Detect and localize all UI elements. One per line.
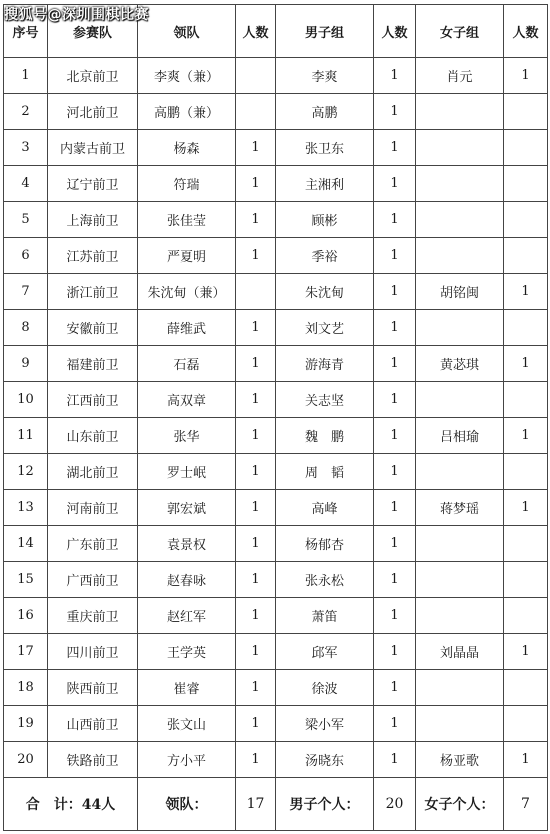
female-count <box>504 706 548 742</box>
table-row <box>4 706 548 742</box>
row-number: 6 <box>4 238 48 274</box>
leader-name: 张佳莹 <box>138 202 236 238</box>
leader-count: 1 <box>236 706 276 742</box>
female-player <box>416 310 504 346</box>
male-player: 邱军 <box>276 634 374 670</box>
female-count <box>504 670 548 706</box>
male-count: 1 <box>374 58 416 94</box>
male-player: 高峰 <box>276 490 374 526</box>
male-count: 1 <box>374 202 416 238</box>
male-player: 梁小军 <box>276 706 374 742</box>
female-player: 吕相瑜 <box>416 418 504 454</box>
row-number: 10 <box>4 382 48 418</box>
row-number: 12 <box>4 454 48 490</box>
male-player: 杨郁杏 <box>276 526 374 562</box>
female-player <box>416 238 504 274</box>
male-player: 主湘利 <box>276 166 374 202</box>
row-number: 5 <box>4 202 48 238</box>
female-count: 1 <box>504 418 548 454</box>
table-row <box>4 670 548 706</box>
female-count: 1 <box>504 274 548 310</box>
table-row <box>4 634 548 670</box>
female-count <box>504 166 548 202</box>
row-number: 9 <box>4 346 48 382</box>
row-number: 8 <box>4 310 48 346</box>
male-count: 1 <box>374 418 416 454</box>
leader-count <box>236 274 276 310</box>
table-row <box>4 238 548 274</box>
row-number: 20 <box>4 742 48 778</box>
row-number: 3 <box>4 130 48 166</box>
female-player <box>416 598 504 634</box>
male-total-value: 20 <box>374 778 416 831</box>
leader-name: 郭宏斌 <box>138 490 236 526</box>
watermark: 搜狐号@深圳围棋比赛 <box>4 7 149 23</box>
team-name: 浙江前卫 <box>48 274 138 310</box>
team-name: 湖北前卫 <box>48 454 138 490</box>
leader-name: 张文山 <box>138 706 236 742</box>
team-name: 福建前卫 <box>48 346 138 382</box>
team-name: 山东前卫 <box>48 418 138 454</box>
row-number: 18 <box>4 670 48 706</box>
female-player <box>416 202 504 238</box>
leader-name: 高鹏（兼） <box>138 94 236 130</box>
row-number: 16 <box>4 598 48 634</box>
table-row <box>4 58 548 94</box>
leader-name: 李爽（兼） <box>138 58 236 94</box>
male-player: 朱沈甸 <box>276 274 374 310</box>
team-name: 陕西前卫 <box>48 670 138 706</box>
leader-name: 高双章 <box>138 382 236 418</box>
team-name: 重庆前卫 <box>48 598 138 634</box>
female-player: 刘晶晶 <box>416 634 504 670</box>
row-number: 2 <box>4 94 48 130</box>
female-count: 1 <box>504 58 548 94</box>
male-player: 高鹏 <box>276 94 374 130</box>
leader-name: 张华 <box>138 418 236 454</box>
leader-name: 符瑞 <box>138 166 236 202</box>
row-number: 19 <box>4 706 48 742</box>
row-number: 4 <box>4 166 48 202</box>
leader-name: 王学英 <box>138 634 236 670</box>
male-count: 1 <box>374 670 416 706</box>
leader-count: 1 <box>236 562 276 598</box>
leader-name: 赵红军 <box>138 598 236 634</box>
table-row <box>4 454 548 490</box>
header-female: 女子组 <box>416 5 504 58</box>
leader-name: 罗士岷 <box>138 454 236 490</box>
female-count <box>504 526 548 562</box>
header-no: 序号 <box>4 5 48 58</box>
leader-count: 1 <box>236 166 276 202</box>
row-number: 11 <box>4 418 48 454</box>
table-row <box>4 130 548 166</box>
team-name: 广东前卫 <box>48 526 138 562</box>
table-row <box>4 742 548 778</box>
male-count: 1 <box>374 490 416 526</box>
header-male: 男子组 <box>276 5 374 58</box>
row-number: 13 <box>4 490 48 526</box>
team-name: 辽宁前卫 <box>48 166 138 202</box>
team-name: 安徽前卫 <box>48 310 138 346</box>
row-number: 7 <box>4 274 48 310</box>
male-count: 1 <box>374 526 416 562</box>
female-count <box>504 454 548 490</box>
table-row <box>4 382 548 418</box>
roster-table <box>3 4 548 831</box>
leader-count: 1 <box>236 310 276 346</box>
female-player: 蒋梦瑶 <box>416 490 504 526</box>
table-row <box>4 598 548 634</box>
leader-count: 1 <box>236 454 276 490</box>
leader-count <box>236 58 276 94</box>
male-player: 顾彬 <box>276 202 374 238</box>
table-row <box>4 418 548 454</box>
leader-count: 1 <box>236 382 276 418</box>
female-count <box>504 130 548 166</box>
leader-name: 严夏明 <box>138 238 236 274</box>
female-count: 1 <box>504 742 548 778</box>
leader-name: 袁景权 <box>138 526 236 562</box>
male-count: 1 <box>374 562 416 598</box>
total-row <box>4 778 548 831</box>
header-male-count: 人数 <box>374 5 416 58</box>
header-leader: 领队 <box>138 5 236 58</box>
team-name: 山西前卫 <box>48 706 138 742</box>
header-leader-count: 人数 <box>236 5 276 58</box>
female-count <box>504 238 548 274</box>
team-name: 河南前卫 <box>48 490 138 526</box>
team-name: 内蒙古前卫 <box>48 130 138 166</box>
row-number: 14 <box>4 526 48 562</box>
female-count <box>504 94 548 130</box>
female-total-value: 7 <box>504 778 548 831</box>
leader-count <box>236 94 276 130</box>
leader-count: 1 <box>236 742 276 778</box>
table-row <box>4 346 548 382</box>
male-count: 1 <box>374 598 416 634</box>
female-count <box>504 310 548 346</box>
male-player: 刘文艺 <box>276 310 374 346</box>
male-player: 萧笛 <box>276 598 374 634</box>
leader-name: 赵春咏 <box>138 562 236 598</box>
leader-name: 方小平 <box>138 742 236 778</box>
female-player <box>416 166 504 202</box>
table-body <box>4 58 548 778</box>
male-count: 1 <box>374 166 416 202</box>
male-total-label: 男子个人： <box>276 778 374 831</box>
male-count: 1 <box>374 706 416 742</box>
male-count: 1 <box>374 274 416 310</box>
leader-count: 1 <box>236 238 276 274</box>
male-player: 徐波 <box>276 670 374 706</box>
leader-total-value: 17 <box>236 778 276 831</box>
leader-count: 1 <box>236 202 276 238</box>
team-name: 江苏前卫 <box>48 238 138 274</box>
team-name: 北京前卫 <box>48 58 138 94</box>
female-count: 1 <box>504 634 548 670</box>
male-count: 1 <box>374 742 416 778</box>
male-player: 游海青 <box>276 346 374 382</box>
male-count: 1 <box>374 382 416 418</box>
male-count: 1 <box>374 130 416 166</box>
table-row <box>4 94 548 130</box>
female-player <box>416 706 504 742</box>
header-team: 参赛队 <box>48 5 138 58</box>
team-name: 河北前卫 <box>48 94 138 130</box>
female-count <box>504 202 548 238</box>
male-player: 张卫东 <box>276 130 374 166</box>
female-player <box>416 562 504 598</box>
leader-count: 1 <box>236 418 276 454</box>
male-count: 1 <box>374 346 416 382</box>
table-row <box>4 490 548 526</box>
female-player: 肖元 <box>416 58 504 94</box>
leader-name: 崔睿 <box>138 670 236 706</box>
row-number: 1 <box>4 58 48 94</box>
female-count: 1 <box>504 346 548 382</box>
leader-name: 薛维武 <box>138 310 236 346</box>
male-player: 魏 鹏 <box>276 418 374 454</box>
female-count <box>504 598 548 634</box>
female-player <box>416 454 504 490</box>
female-player <box>416 526 504 562</box>
female-total-label: 女子个人： <box>416 778 504 831</box>
male-player: 汤晓东 <box>276 742 374 778</box>
total-label: 合 计：44人 <box>4 778 138 831</box>
male-player: 周 韬 <box>276 454 374 490</box>
male-player: 李爽 <box>276 58 374 94</box>
leader-count: 1 <box>236 634 276 670</box>
row-number: 17 <box>4 634 48 670</box>
leader-count: 1 <box>236 346 276 382</box>
female-player <box>416 670 504 706</box>
leader-name: 石磊 <box>138 346 236 382</box>
leader-total-label: 领队： <box>138 778 236 831</box>
female-count <box>504 562 548 598</box>
male-count: 1 <box>374 454 416 490</box>
male-count: 1 <box>374 94 416 130</box>
leader-count: 1 <box>236 490 276 526</box>
male-count: 1 <box>374 310 416 346</box>
leader-count: 1 <box>236 670 276 706</box>
female-count: 1 <box>504 490 548 526</box>
table-row <box>4 202 548 238</box>
team-name: 江西前卫 <box>48 382 138 418</box>
table-row <box>4 526 548 562</box>
table-row <box>4 310 548 346</box>
female-player: 胡铭闽 <box>416 274 504 310</box>
table-row <box>4 274 548 310</box>
team-name: 上海前卫 <box>48 202 138 238</box>
leader-name: 杨森 <box>138 130 236 166</box>
leader-count: 1 <box>236 598 276 634</box>
male-player: 张永松 <box>276 562 374 598</box>
team-name: 四川前卫 <box>48 634 138 670</box>
table-row <box>4 562 548 598</box>
male-player: 季裕 <box>276 238 374 274</box>
male-player: 关志坚 <box>276 382 374 418</box>
leader-count: 1 <box>236 130 276 166</box>
female-player <box>416 94 504 130</box>
female-player <box>416 130 504 166</box>
row-number: 15 <box>4 562 48 598</box>
header-female-count: 人数 <box>504 5 548 58</box>
table-row <box>4 166 548 202</box>
female-player: 杨亚歌 <box>416 742 504 778</box>
leader-count: 1 <box>236 526 276 562</box>
team-name: 广西前卫 <box>48 562 138 598</box>
female-count <box>504 382 548 418</box>
male-count: 1 <box>374 634 416 670</box>
leader-name: 朱沈甸（兼） <box>138 274 236 310</box>
male-count: 1 <box>374 238 416 274</box>
female-player: 黄苾琪 <box>416 346 504 382</box>
female-player <box>416 382 504 418</box>
team-name: 铁路前卫 <box>48 742 138 778</box>
table-footer <box>4 778 548 831</box>
